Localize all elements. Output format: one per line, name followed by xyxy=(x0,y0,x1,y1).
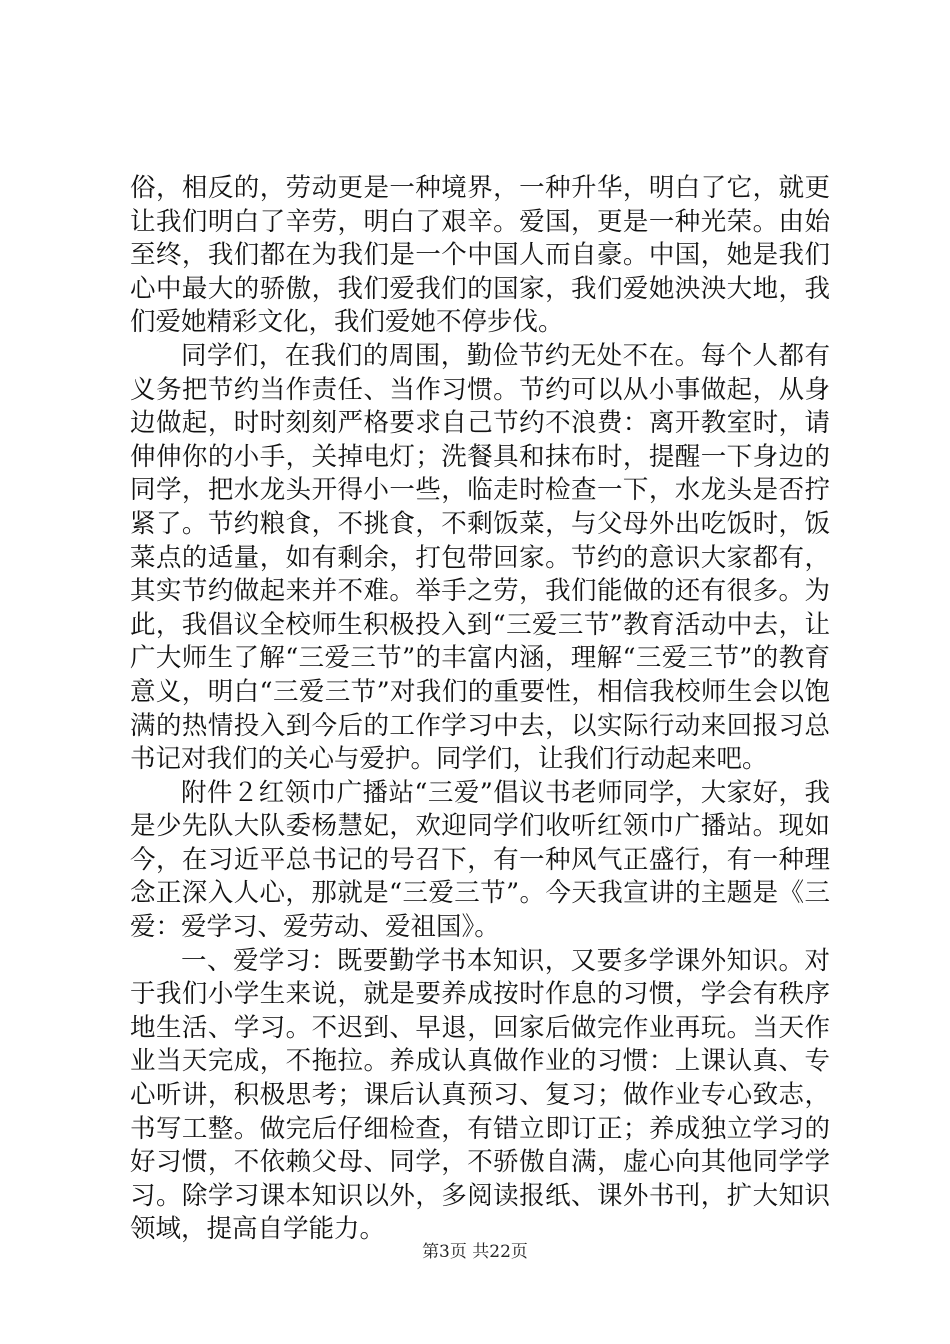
page-footer: 第3页 共22页 xyxy=(422,1242,528,1262)
document-body xyxy=(130,172,830,1247)
paragraph-1: 俗，相反的，劳动更是一种境界，一种升华，明白了它，就更让我们明白了辛劳，明白了艰辛。爱国，更是一种光荣。由始至终，我们都在为我们是一个中国人而自豪。中国，她是我们心中最大的骄傲，我们爱我们的国家，我们爱她泱泱大地，我们爱她精彩文化，我们爱她不停步伐。 xyxy=(130,173,830,338)
paragraph-4: 一、爱学习：既要勤学书本知识，又要多学课外知识。对于我们小学生来说，就是要养成按时作息的习惯，学会有秩序地生活、学习。不迟到、早退，回家后做完作业再玩。当天作业当天完成，不拖拉。养成认真做作业的习惯：上课认真、专心听讲，积极思考；课后认真预习、复习；做作业专心致志，书写工整。做完后仔细检查，有错立即订正；养成独立学习的好习惯，不依赖父母、同学，不骄傲自满，虚心向其他同学学习。除学习课本知识以外，多阅读报纸、课外书刊，扩大知识领域，提高自学能力。 xyxy=(130,945,830,1245)
paragraph-3: 附件２红领巾广播站“三爱”倡议书老师同学，大家好，我是少先队大队委杨慧妃，欢迎同学们收听红领巾广播站。现如今，在习近平总书记的号召下，有一种风气正盛行，有一种理念正深入人心，那就是“三爱三节”。今天我宣讲的主题是《三爱：爱学习、爱劳动、爱祖国》。 xyxy=(130,777,830,943)
paragraph-2: 同学们，在我们的周围，勤俭节约无处不在。每个人都有义务把节约当作责任、当作习惯。节约可以从小事做起，从身边做起，时时刻刻严格要求自己节约不浪费：离开教室时，请伸伸你的小手，关掉电灯；洗餐具和抹布时，提醒一下身边的同学，把水龙头开得小一些，临走时检查一下，水龙头是否拧紧了。节约粮食，不挑食，不剩饭菜，与父母外出吃饭时，饭菜点的适量，如有剩余，打包带回家。节约的意识大家都有，其实节约做起来并不难。举手之劳，我们能做的还有很多。为此，我倡议全校师生积极投入到“三爱三节”教育活动中去，让广大师生了解“三爱三节”的丰富内涵，理解“三爱三节”的教育意义，明白“三爱三节”对我们的重要性，相信我校师生会以饱满的热情投入到今后的工作学习中去，以实际行动来回报习总书记对我们的关心与爱护。同学们，让我们行动起来吧。 xyxy=(130,340,830,775)
